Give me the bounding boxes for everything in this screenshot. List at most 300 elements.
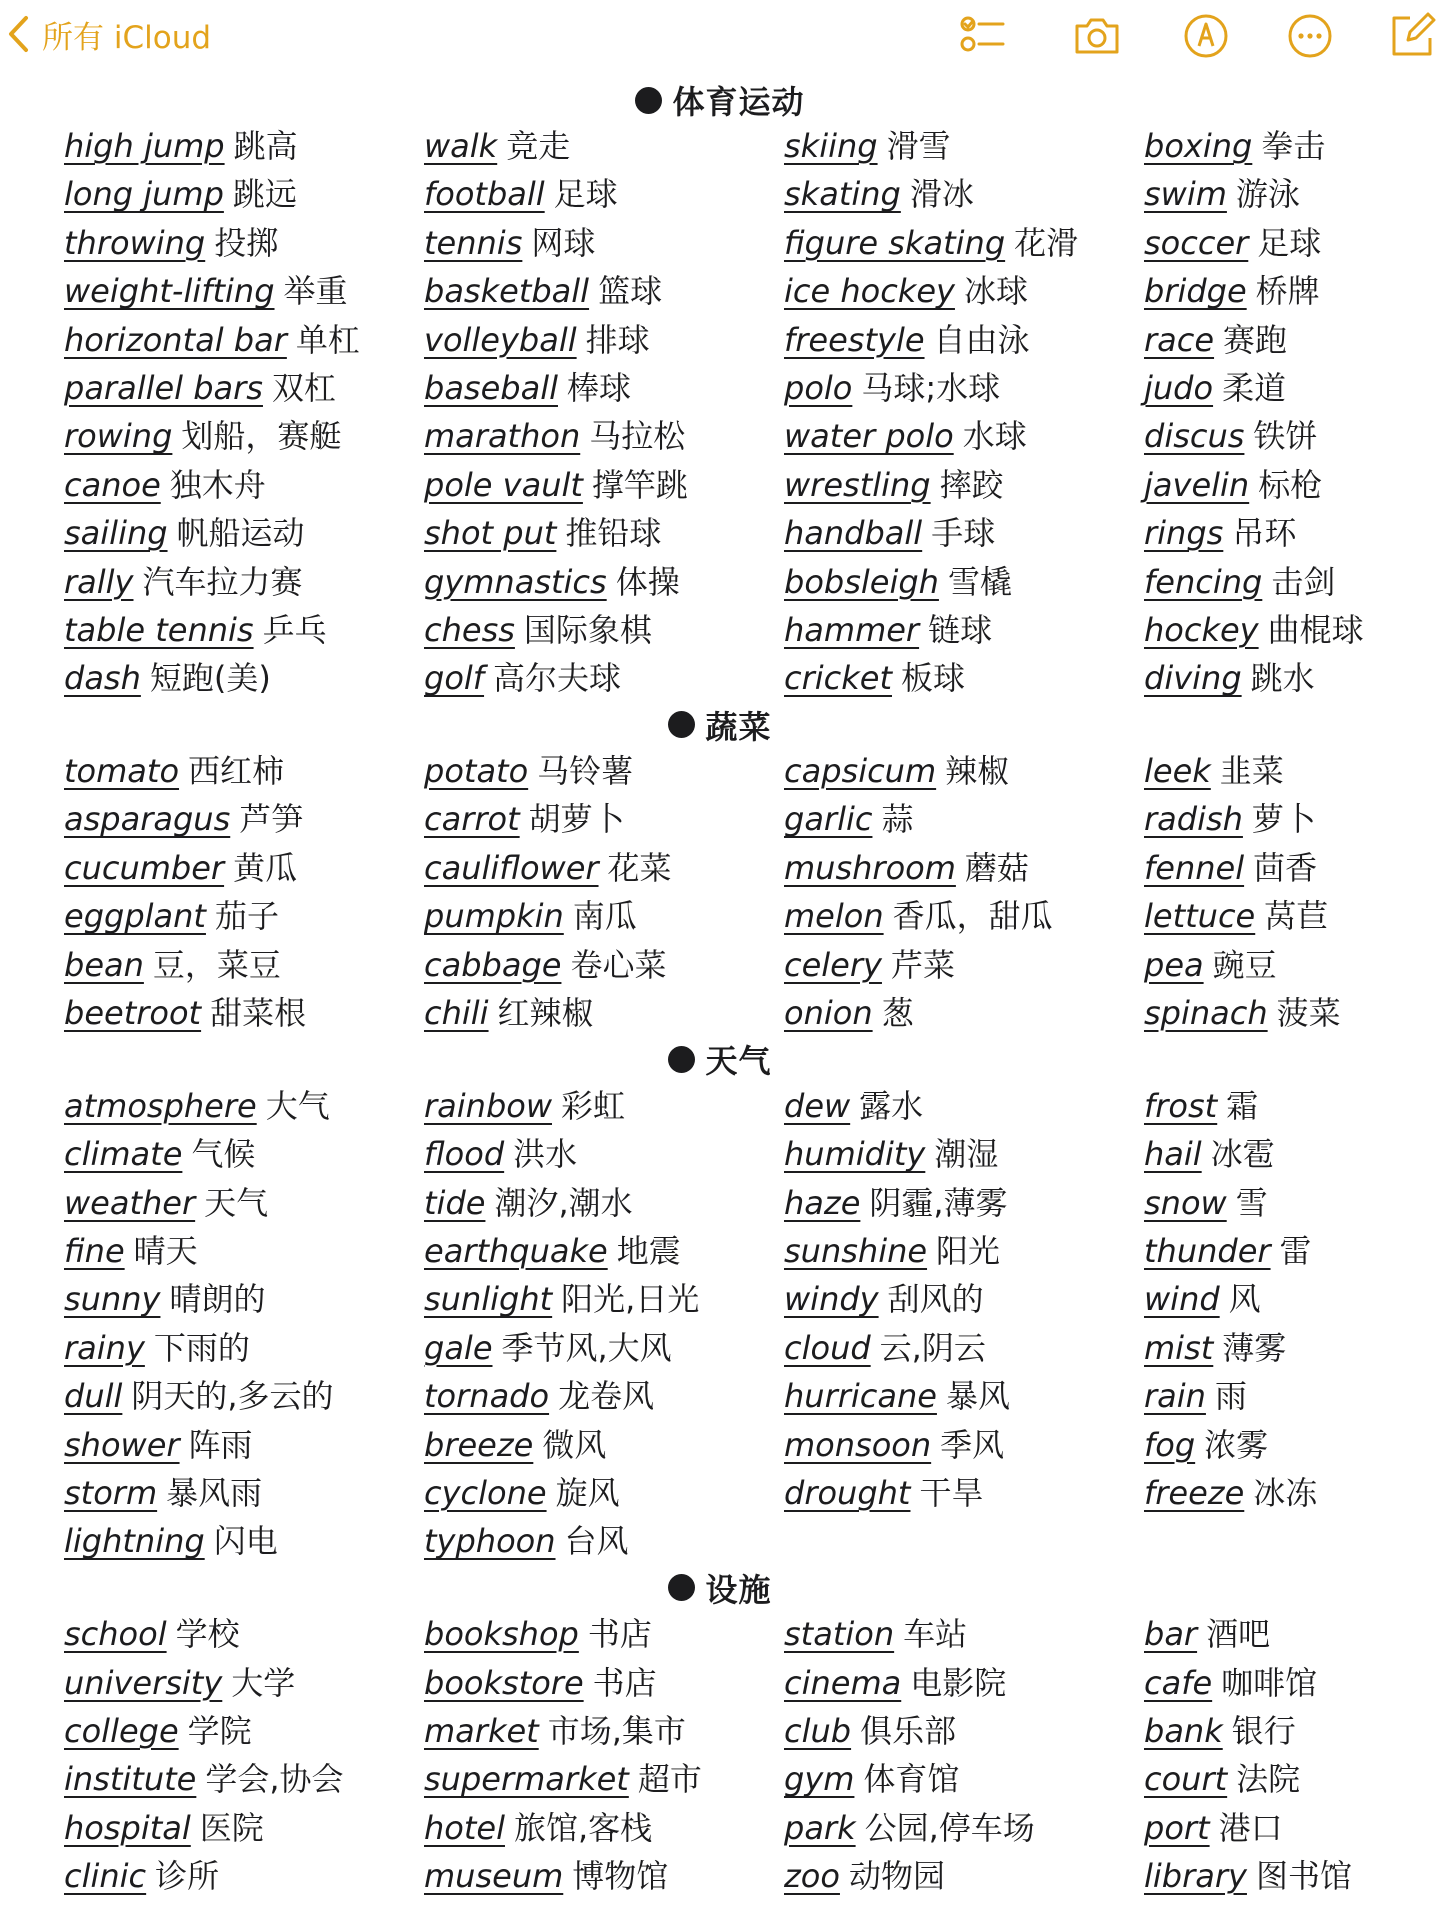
chinese-translation: 卷心菜 bbox=[570, 945, 667, 984]
word-column bbox=[64, 1082, 424, 1566]
english-word-link[interactable]: table tennis bbox=[64, 610, 254, 649]
english-word-link[interactable]: volleyball bbox=[424, 320, 577, 359]
english-word-link[interactable]: hammer bbox=[784, 610, 920, 649]
vocab-entry bbox=[64, 364, 424, 412]
english-word-link[interactable]: drought bbox=[784, 1473, 911, 1512]
chinese-translation: 赛跑 bbox=[1223, 320, 1288, 359]
english-word-link[interactable]: station bbox=[784, 1615, 895, 1654]
section-heading bbox=[0, 1566, 1440, 1610]
checklist-button[interactable] bbox=[957, 12, 1009, 60]
english-word-link[interactable]: gale bbox=[424, 1328, 493, 1367]
english-word-link[interactable]: clinic bbox=[64, 1857, 147, 1896]
chinese-translation: 独木舟 bbox=[169, 465, 266, 504]
english-word-link[interactable]: mist bbox=[1144, 1328, 1214, 1367]
english-word-link[interactable]: high jump bbox=[64, 127, 225, 165]
english-word-link[interactable]: typhoon bbox=[424, 1522, 556, 1561]
english-word-link[interactable]: polo bbox=[784, 368, 853, 407]
english-word-link[interactable]: melon bbox=[784, 897, 884, 936]
english-word-link[interactable]: supermarket bbox=[424, 1760, 629, 1799]
word-column bbox=[1144, 122, 1440, 703]
vocab-entry bbox=[1144, 1275, 1440, 1323]
english-word-link[interactable]: boxing bbox=[1144, 127, 1253, 165]
vocab-entry bbox=[784, 1227, 1144, 1275]
chinese-translation: 台风 bbox=[564, 1522, 629, 1561]
chinese-translation: 足球 bbox=[553, 175, 618, 214]
english-word-link[interactable]: sunshine bbox=[784, 1231, 928, 1270]
english-word-link[interactable]: dash bbox=[64, 659, 141, 698]
english-word-link[interactable]: tennis bbox=[424, 223, 523, 262]
word-column bbox=[424, 122, 784, 703]
word-grid bbox=[0, 122, 1440, 703]
chinese-translation: 雨 bbox=[1214, 1377, 1247, 1416]
vocab-entry bbox=[784, 267, 1144, 315]
chinese-translation: 彩虹 bbox=[561, 1086, 626, 1125]
english-word-link[interactable]: cauliflower bbox=[424, 848, 599, 887]
vocab-entry bbox=[784, 1852, 1144, 1900]
vocab-entry bbox=[1144, 461, 1440, 509]
english-word-link[interactable]: cricket bbox=[784, 659, 892, 698]
english-word-link[interactable]: carrot bbox=[424, 800, 520, 839]
vocab-entry bbox=[784, 1179, 1144, 1227]
vocab-entry bbox=[64, 316, 424, 364]
chinese-translation: 竞走 bbox=[506, 127, 571, 165]
english-word-link[interactable]: school bbox=[64, 1615, 167, 1654]
chinese-translation: 单杠 bbox=[295, 320, 360, 359]
vocab-entry bbox=[64, 1179, 424, 1227]
english-word-link[interactable]: golf bbox=[424, 659, 485, 698]
checklist-icon bbox=[959, 12, 1007, 60]
chinese-translation: 冰雹 bbox=[1210, 1135, 1275, 1174]
vocab-entry bbox=[1144, 267, 1440, 315]
english-word-link[interactable]: bookshop bbox=[424, 1615, 579, 1654]
vocab-entry bbox=[64, 1227, 424, 1275]
vocab-entry bbox=[784, 795, 1144, 843]
english-word-link[interactable]: park bbox=[784, 1808, 856, 1847]
english-word-link[interactable]: hospital bbox=[64, 1808, 191, 1847]
english-word-link[interactable]: frost bbox=[1144, 1086, 1218, 1125]
english-word-link[interactable]: lightning bbox=[64, 1522, 205, 1561]
vocab-entry bbox=[64, 989, 424, 1037]
vocab-entry bbox=[424, 364, 784, 412]
chinese-translation: 曲棍球 bbox=[1267, 610, 1364, 649]
english-word-link[interactable]: rally bbox=[64, 562, 134, 601]
english-word-link[interactable]: handball bbox=[784, 514, 923, 553]
english-word-link[interactable]: basketball bbox=[424, 272, 590, 311]
vocab-entry bbox=[64, 892, 424, 940]
english-word-link[interactable]: thunder bbox=[1144, 1231, 1271, 1270]
english-word-link[interactable]: bean bbox=[64, 945, 144, 984]
english-word-link[interactable]: canoe bbox=[64, 465, 161, 504]
english-word-link[interactable]: potato bbox=[424, 752, 529, 791]
vocab-entry bbox=[424, 558, 784, 606]
vocab-entry bbox=[64, 1659, 424, 1707]
english-word-link[interactable]: throwing bbox=[64, 223, 206, 262]
chinese-translation: 季节风,大风 bbox=[501, 1328, 672, 1367]
english-word-link[interactable]: breeze bbox=[424, 1425, 534, 1464]
english-word-link[interactable]: leek bbox=[1144, 752, 1211, 791]
chinese-translation: 风 bbox=[1228, 1280, 1261, 1319]
vocab-entry bbox=[424, 1517, 784, 1565]
vocab-entry bbox=[64, 461, 424, 509]
english-word-link[interactable]: chess bbox=[424, 610, 515, 649]
vocab-entry bbox=[64, 1130, 424, 1178]
chinese-translation: 学会,协会 bbox=[205, 1760, 344, 1799]
english-word-link[interactable]: hockey bbox=[1144, 610, 1259, 649]
english-word-link[interactable]: humidity bbox=[784, 1135, 926, 1174]
section-heading bbox=[0, 1037, 1440, 1081]
english-word-link[interactable]: rings bbox=[1144, 514, 1224, 553]
chinese-translation: 旅馆,客栈 bbox=[513, 1808, 653, 1847]
english-word-link[interactable]: rainy bbox=[64, 1328, 145, 1367]
english-word-link[interactable]: horizontal bar bbox=[64, 320, 287, 359]
vocab-entry bbox=[424, 795, 784, 843]
english-word-link[interactable]: climate bbox=[64, 1135, 183, 1174]
english-word-link[interactable]: haze bbox=[784, 1183, 861, 1222]
chinese-translation: 柔道 bbox=[1222, 368, 1287, 407]
vocab-entry bbox=[1144, 364, 1440, 412]
english-word-link[interactable]: weather bbox=[64, 1183, 196, 1222]
english-word-link[interactable]: parallel bars bbox=[64, 368, 263, 407]
english-word-link[interactable]: sailing bbox=[64, 514, 168, 553]
vocab-entry bbox=[1144, 795, 1440, 843]
english-word-link[interactable]: discus bbox=[1144, 417, 1245, 456]
vocab-entry bbox=[1144, 1610, 1440, 1658]
english-word-link[interactable]: shower bbox=[64, 1425, 180, 1464]
section-facilities bbox=[0, 1566, 1440, 1901]
english-word-link[interactable]: gym bbox=[784, 1760, 855, 1799]
vocab-entry bbox=[1144, 122, 1440, 170]
vocab-entry bbox=[64, 795, 424, 843]
english-word-link[interactable]: javelin bbox=[1144, 465, 1250, 504]
chinese-translation: 标枪 bbox=[1258, 465, 1323, 504]
vocab-entry bbox=[424, 1372, 784, 1420]
more-icon bbox=[1286, 12, 1334, 60]
chinese-translation: 冰球 bbox=[963, 272, 1028, 311]
english-word-link[interactable]: storm bbox=[64, 1473, 158, 1512]
word-grid bbox=[0, 747, 1440, 1037]
chinese-translation: 干旱 bbox=[919, 1473, 984, 1512]
chinese-translation: 链球 bbox=[928, 610, 993, 649]
english-word-link[interactable]: club bbox=[784, 1711, 852, 1750]
vocab-entry bbox=[64, 412, 424, 460]
vocab-entry bbox=[424, 461, 784, 509]
chinese-translation: 马拉松 bbox=[589, 417, 686, 456]
chinese-translation: 云,阴云 bbox=[879, 1328, 986, 1367]
chinese-translation: 胡萝卜 bbox=[528, 800, 625, 839]
english-word-link[interactable]: tomato bbox=[64, 752, 180, 791]
english-word-link[interactable]: freeze bbox=[1144, 1473, 1245, 1512]
section-title: 天气 bbox=[705, 1042, 772, 1081]
chinese-translation: 雪 bbox=[1235, 1183, 1268, 1222]
vocab-entry bbox=[64, 1082, 424, 1130]
chinese-translation: 西红柿 bbox=[188, 752, 285, 791]
vocab-entry bbox=[424, 941, 784, 989]
note-body[interactable] bbox=[0, 78, 1440, 1900]
english-word-link[interactable]: bobsleigh bbox=[784, 562, 939, 601]
chinese-translation: 阴霾,薄雾 bbox=[869, 1183, 1008, 1222]
chinese-translation: 龙卷风 bbox=[558, 1377, 655, 1416]
english-word-link[interactable]: race bbox=[1144, 320, 1215, 359]
english-word-link[interactable]: gymnastics bbox=[424, 562, 607, 601]
chinese-translation: 车站 bbox=[903, 1615, 968, 1654]
english-word-link[interactable]: port bbox=[1144, 1808, 1210, 1847]
vocab-entry bbox=[784, 1707, 1144, 1755]
english-word-link[interactable]: institute bbox=[64, 1760, 197, 1799]
chinese-translation: 潮湿 bbox=[934, 1135, 999, 1174]
chinese-translation: 短跑(美) bbox=[149, 659, 271, 698]
english-word-link[interactable]: radish bbox=[1144, 800, 1243, 839]
english-word-link[interactable]: shot put bbox=[424, 514, 557, 553]
vocab-entry bbox=[424, 1421, 784, 1469]
chinese-translation: 芹菜 bbox=[890, 945, 955, 984]
compose-button[interactable] bbox=[1386, 12, 1438, 60]
vocab-entry bbox=[784, 1610, 1144, 1658]
english-word-link[interactable]: university bbox=[64, 1663, 223, 1702]
english-word-link[interactable]: bar bbox=[1144, 1615, 1198, 1654]
english-word-link[interactable]: dew bbox=[784, 1086, 851, 1125]
chinese-translation: 动物园 bbox=[848, 1857, 945, 1896]
english-word-link[interactable]: hotel bbox=[424, 1808, 505, 1847]
vocab-entry bbox=[64, 1755, 424, 1803]
vocab-entry bbox=[64, 1469, 424, 1517]
chinese-translation: 电影院 bbox=[910, 1663, 1007, 1702]
english-word-link[interactable]: hurricane bbox=[784, 1377, 937, 1416]
vocab-entry bbox=[1144, 1659, 1440, 1707]
english-word-link[interactable]: long jump bbox=[64, 175, 224, 214]
english-word-link[interactable]: cloud bbox=[784, 1328, 871, 1367]
english-word-link[interactable]: skating bbox=[784, 175, 901, 214]
english-word-link[interactable]: freestyle bbox=[784, 320, 925, 359]
chinese-translation: 茄子 bbox=[214, 897, 279, 936]
english-word-link[interactable]: tornado bbox=[424, 1377, 550, 1416]
vocab-entry bbox=[1144, 606, 1440, 654]
english-word-link[interactable]: atmosphere bbox=[64, 1086, 257, 1125]
english-word-link[interactable]: garlic bbox=[784, 800, 873, 839]
vocab-entry bbox=[1144, 1804, 1440, 1852]
word-grid bbox=[0, 1610, 1440, 1900]
word-column bbox=[1144, 1610, 1440, 1900]
chinese-translation: 足球 bbox=[1257, 223, 1322, 262]
vocab-entry bbox=[64, 1517, 424, 1565]
english-word-link[interactable]: monsoon bbox=[784, 1425, 932, 1464]
word-column bbox=[64, 1610, 424, 1900]
chinese-translation: 摔跤 bbox=[939, 465, 1004, 504]
english-word-link[interactable]: pumpkin bbox=[424, 897, 564, 936]
word-grid bbox=[0, 1082, 1440, 1566]
english-word-link[interactable]: spinach bbox=[1144, 994, 1268, 1033]
camera-button[interactable] bbox=[1071, 12, 1123, 60]
english-word-link[interactable]: ice hockey bbox=[784, 272, 955, 311]
english-word-link[interactable]: lettuce bbox=[1144, 897, 1256, 936]
english-word-link[interactable]: bookstore bbox=[424, 1663, 584, 1702]
chinese-translation: 洪水 bbox=[513, 1135, 578, 1174]
chinese-translation: 气候 bbox=[191, 1135, 256, 1174]
vocab-entry bbox=[424, 1852, 784, 1900]
vocab-entry bbox=[784, 747, 1144, 795]
vocab-entry bbox=[424, 1324, 784, 1372]
chinese-translation: 暴风雨 bbox=[166, 1473, 263, 1512]
english-word-link[interactable]: pea bbox=[1144, 945, 1204, 984]
chinese-translation: 跳远 bbox=[232, 175, 297, 214]
vocab-entry bbox=[424, 509, 784, 557]
vocab-entry bbox=[1144, 1082, 1440, 1130]
english-word-link[interactable]: hail bbox=[1144, 1135, 1202, 1174]
markup-pen-icon bbox=[1182, 12, 1230, 60]
english-word-link[interactable]: water polo bbox=[784, 417, 954, 456]
english-word-link[interactable]: dull bbox=[64, 1377, 123, 1416]
chinese-translation: 学校 bbox=[175, 1615, 240, 1654]
english-word-link[interactable]: rain bbox=[1144, 1377, 1206, 1416]
vocab-entry bbox=[64, 941, 424, 989]
english-word-link[interactable]: earthquake bbox=[424, 1231, 608, 1270]
english-word-link[interactable]: cinema bbox=[784, 1663, 902, 1702]
english-word-link[interactable]: figure skating bbox=[784, 223, 1006, 262]
chinese-translation: 双杠 bbox=[271, 368, 336, 407]
back-label: 所有 iCloud bbox=[42, 19, 212, 56]
chinese-translation: 体操 bbox=[615, 562, 680, 601]
vocab-entry bbox=[64, 747, 424, 795]
markup-button[interactable] bbox=[1180, 12, 1232, 60]
english-word-link[interactable]: fine bbox=[64, 1231, 125, 1270]
bullet-icon bbox=[668, 711, 695, 738]
english-word-link[interactable]: skiing bbox=[784, 127, 878, 165]
english-word-link[interactable]: tide bbox=[424, 1183, 486, 1222]
english-word-link[interactable]: cyclone bbox=[424, 1473, 547, 1512]
english-word-link[interactable]: cabbage bbox=[424, 945, 562, 984]
english-word-link[interactable]: pole vault bbox=[424, 465, 583, 504]
english-word-link[interactable]: chili bbox=[424, 994, 489, 1033]
english-word-link[interactable]: bank bbox=[1144, 1711, 1223, 1750]
chinese-translation: 霜 bbox=[1226, 1086, 1259, 1125]
english-word-link[interactable]: beetroot bbox=[64, 994, 202, 1033]
english-word-link[interactable]: marathon bbox=[424, 417, 581, 456]
english-word-link[interactable]: wrestling bbox=[784, 465, 931, 504]
english-word-link[interactable]: celery bbox=[784, 945, 882, 984]
vocab-entry bbox=[784, 1804, 1144, 1852]
vocab-entry bbox=[784, 364, 1144, 412]
vocab-entry bbox=[64, 558, 424, 606]
chinese-translation: 旋风 bbox=[555, 1473, 620, 1512]
english-word-link[interactable]: fennel bbox=[1144, 848, 1245, 887]
vocab-entry bbox=[1144, 1469, 1440, 1517]
english-word-link[interactable]: court bbox=[1144, 1760, 1228, 1799]
english-word-link[interactable]: library bbox=[1144, 1857, 1247, 1896]
chinese-translation: 博物馆 bbox=[572, 1857, 669, 1896]
chinese-translation: 下雨的 bbox=[153, 1328, 250, 1367]
english-word-link[interactable]: market bbox=[424, 1711, 539, 1750]
english-word-link[interactable]: bridge bbox=[1144, 272, 1247, 311]
chinese-translation: 马铃薯 bbox=[537, 752, 634, 791]
back-button[interactable] bbox=[6, 12, 211, 56]
english-word-link[interactable]: fog bbox=[1144, 1425, 1196, 1464]
bullet-icon bbox=[668, 1046, 695, 1073]
english-word-link[interactable]: weight-lifting bbox=[64, 272, 275, 311]
english-word-link[interactable]: rowing bbox=[64, 417, 173, 456]
english-word-link[interactable]: onion bbox=[784, 994, 873, 1033]
english-word-link[interactable]: soccer bbox=[1144, 223, 1249, 262]
more-button[interactable] bbox=[1284, 12, 1336, 60]
vocab-entry bbox=[424, 412, 784, 460]
vocab-entry bbox=[784, 892, 1144, 940]
chinese-translation: 莴苣 bbox=[1264, 897, 1329, 936]
chinese-translation: 茴香 bbox=[1253, 848, 1318, 887]
vocab-entry bbox=[64, 1275, 424, 1323]
english-word-link[interactable]: flood bbox=[424, 1135, 505, 1174]
english-word-link[interactable]: capsicum bbox=[784, 752, 937, 791]
chinese-translation: 棒球 bbox=[566, 368, 631, 407]
english-word-link[interactable]: eggplant bbox=[64, 897, 206, 936]
english-word-link[interactable]: college bbox=[64, 1711, 179, 1750]
english-word-link[interactable]: baseball bbox=[424, 368, 558, 407]
vocab-entry bbox=[424, 1082, 784, 1130]
chinese-translation: 拳击 bbox=[1261, 127, 1326, 165]
vocab-entry bbox=[424, 1227, 784, 1275]
vocab-entry bbox=[1144, 558, 1440, 606]
vocab-entry bbox=[784, 1082, 1144, 1130]
chinese-translation: 乒乓 bbox=[262, 610, 327, 649]
chinese-translation: 阳光 bbox=[936, 1231, 1001, 1270]
english-word-link[interactable]: walk bbox=[424, 127, 498, 165]
chinese-translation: 马球;水球 bbox=[861, 368, 1001, 407]
chinese-translation: 葱 bbox=[881, 994, 914, 1033]
chinese-translation: 板球 bbox=[901, 659, 966, 698]
vocab-entry bbox=[424, 1179, 784, 1227]
english-word-link[interactable]: cucumber bbox=[64, 848, 225, 887]
english-word-link[interactable]: sunlight bbox=[424, 1280, 553, 1319]
english-word-link[interactable]: swim bbox=[1144, 175, 1227, 214]
chinese-translation: 雷 bbox=[1279, 1231, 1312, 1270]
chinese-translation: 排球 bbox=[585, 320, 650, 359]
chinese-translation: 港口 bbox=[1218, 1808, 1283, 1847]
vocab-entry bbox=[1144, 1852, 1440, 1900]
english-word-link[interactable]: sunny bbox=[64, 1280, 161, 1319]
english-word-link[interactable]: wind bbox=[1144, 1280, 1220, 1319]
chinese-translation: 红辣椒 bbox=[497, 994, 594, 1033]
english-word-link[interactable]: rainbow bbox=[424, 1086, 552, 1125]
chinese-translation: 微风 bbox=[542, 1425, 607, 1464]
english-word-link[interactable]: mushroom bbox=[784, 848, 956, 887]
english-word-link[interactable]: cafe bbox=[1144, 1663, 1213, 1702]
english-word-link[interactable]: diving bbox=[1144, 659, 1242, 698]
vocab-entry bbox=[784, 941, 1144, 989]
vocab-entry bbox=[64, 654, 424, 702]
chinese-translation: 阵雨 bbox=[188, 1425, 253, 1464]
english-word-link[interactable]: windy bbox=[784, 1280, 879, 1319]
chinese-translation: 投掷 bbox=[214, 223, 279, 262]
vocab-entry bbox=[1144, 941, 1440, 989]
vocab-entry bbox=[424, 1610, 784, 1658]
english-word-link[interactable]: asparagus bbox=[64, 800, 231, 839]
chinese-translation: 雪橇 bbox=[947, 562, 1012, 601]
english-word-link[interactable]: snow bbox=[1144, 1183, 1227, 1222]
chinese-translation: 书店 bbox=[592, 1663, 657, 1702]
english-word-link[interactable]: fencing bbox=[1144, 562, 1263, 601]
chinese-translation: 自由泳 bbox=[933, 320, 1030, 359]
chinese-translation: 晴朗的 bbox=[169, 1280, 266, 1319]
english-word-link[interactable]: museum bbox=[424, 1857, 564, 1896]
chinese-translation: 辣椒 bbox=[945, 752, 1010, 791]
english-word-link[interactable]: judo bbox=[1144, 368, 1214, 407]
compose-icon bbox=[1388, 12, 1436, 60]
english-word-link[interactable]: football bbox=[424, 175, 545, 214]
chinese-translation: 豆，菜豆 bbox=[152, 945, 281, 984]
english-word-link[interactable]: zoo bbox=[784, 1857, 840, 1896]
chinese-translation: 银行 bbox=[1231, 1711, 1296, 1750]
vocab-entry bbox=[64, 1421, 424, 1469]
word-column bbox=[784, 122, 1144, 703]
section-vegetables bbox=[0, 703, 1440, 1038]
camera-icon bbox=[1073, 12, 1121, 60]
